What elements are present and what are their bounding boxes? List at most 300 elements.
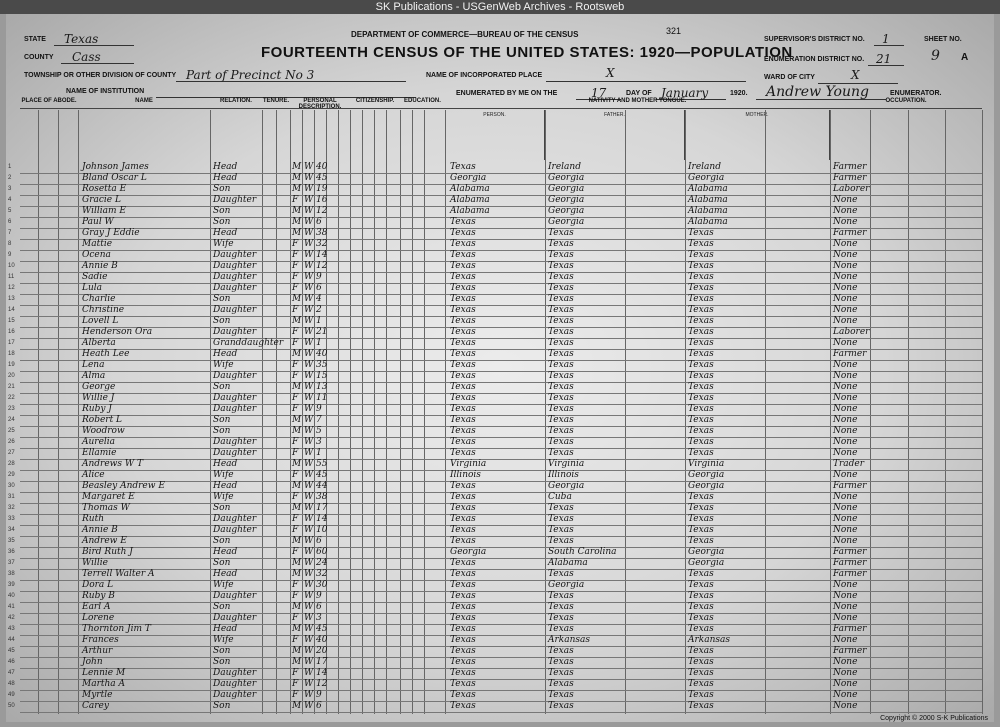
cell-race: W <box>304 448 314 458</box>
cell-name: Annie B <box>82 261 118 271</box>
cell-name: Alberta <box>82 338 116 348</box>
cell-occupation: None <box>833 470 858 480</box>
cell-father-birthplace: Texas <box>548 283 574 293</box>
cell-relation: Wife <box>213 635 234 645</box>
cell-occupation: Farmer <box>833 569 867 579</box>
cell-age: 9 <box>316 404 322 414</box>
cell-age: 38 <box>316 492 328 502</box>
cell-occupation: Farmer <box>833 624 867 634</box>
cell-name: Thomas W <box>82 503 130 513</box>
cell-birthplace: Georgia <box>450 173 487 183</box>
cell-mother-birthplace: Texas <box>688 525 714 535</box>
row-number: 50 <box>8 703 15 709</box>
cell-birthplace: Texas <box>450 162 476 172</box>
cell-occupation: None <box>833 525 858 535</box>
cell-age: 9 <box>316 591 322 601</box>
group-relation: RELATION. <box>210 98 262 109</box>
supervisor-value: 1 <box>882 32 890 46</box>
sheet-value: 9 <box>931 48 940 64</box>
cell-birthplace: Texas <box>450 635 476 645</box>
row-number: 26 <box>8 439 15 445</box>
cell-relation: Daughter <box>213 591 257 601</box>
cell-mother-birthplace: Texas <box>688 580 714 590</box>
cell-father-birthplace: Texas <box>548 261 574 271</box>
row-number: 19 <box>8 362 15 368</box>
row-number: 42 <box>8 615 15 621</box>
cell-occupation: None <box>833 679 858 689</box>
row-number: 44 <box>8 637 15 643</box>
cell-race: W <box>304 173 314 183</box>
cell-sex: F <box>292 448 299 458</box>
cell-father-birthplace: Texas <box>548 514 574 524</box>
cell-sex: F <box>292 580 299 590</box>
cell-sex: M <box>292 206 302 216</box>
cell-relation: Head <box>213 228 238 238</box>
cell-name: Lena <box>82 360 105 370</box>
cell-father-birthplace: Texas <box>548 426 574 436</box>
row-number: 15 <box>8 318 15 324</box>
cell-father-birthplace: Texas <box>548 668 574 678</box>
cell-name: Andrews W T <box>82 459 143 469</box>
cell-birthplace: Texas <box>450 404 476 414</box>
cell-mother-birthplace: Texas <box>688 624 714 634</box>
cell-father-birthplace: Texas <box>548 415 574 425</box>
cell-age: 5 <box>316 426 322 436</box>
row-number: 33 <box>8 516 15 522</box>
cell-sex: M <box>292 426 302 436</box>
cell-age: 12 <box>316 206 328 216</box>
cell-occupation: Farmer <box>833 162 867 172</box>
enumerator-label: ENUMERATOR. <box>890 90 942 97</box>
county-label: COUNTY <box>24 54 54 61</box>
cell-relation: Son <box>213 382 231 392</box>
row-number: 1 <box>8 164 12 170</box>
cell-age: 7 <box>316 415 322 425</box>
cell-sex: F <box>292 360 299 370</box>
cell-race: W <box>304 305 314 315</box>
cell-occupation: None <box>833 690 858 700</box>
enumerator-name: Andrew Young <box>766 84 869 100</box>
group-education: EDUCATION. <box>400 98 445 109</box>
cell-birthplace: Texas <box>450 382 476 392</box>
cell-race: W <box>304 591 314 601</box>
cell-age: 40 <box>316 349 328 359</box>
cell-birthplace: Texas <box>450 316 476 326</box>
cell-race: W <box>304 404 314 414</box>
cell-race: W <box>304 635 314 645</box>
cell-birthplace: Texas <box>450 228 476 238</box>
cell-sex: M <box>292 481 302 491</box>
cell-father-birthplace: Texas <box>548 272 574 282</box>
cell-name: Lovell L <box>82 316 119 326</box>
cell-age: 30 <box>316 580 328 590</box>
row-number: 35 <box>8 538 15 544</box>
enumerated-label: ENUMERATED BY ME ON THE <box>456 90 558 97</box>
cell-sex: F <box>292 492 299 502</box>
cell-race: W <box>304 272 314 282</box>
cell-race: W <box>304 184 314 194</box>
row-number: 7 <box>8 230 12 236</box>
day-of-label: DAY OF <box>626 90 652 97</box>
cell-occupation: None <box>833 250 858 260</box>
cell-age: 6 <box>316 602 322 612</box>
cell-father-birthplace: Texas <box>548 393 574 403</box>
cell-father-birthplace: Texas <box>548 404 574 414</box>
cell-race: W <box>304 217 314 227</box>
cell-occupation: None <box>833 503 858 513</box>
cell-mother-birthplace: Texas <box>688 327 714 337</box>
cell-age: 19 <box>316 184 328 194</box>
cell-occupation: None <box>833 404 858 414</box>
cell-birthplace: Texas <box>450 426 476 436</box>
cell-father-birthplace: Texas <box>548 569 574 579</box>
cell-sex: M <box>292 536 302 546</box>
cell-sex: F <box>292 690 299 700</box>
cell-occupation: None <box>833 239 858 249</box>
cell-mother-birthplace: Alabama <box>688 206 728 216</box>
cell-mother-birthplace: Georgia <box>688 470 725 480</box>
cell-age: 4 <box>316 294 322 304</box>
cell-name: Alice <box>82 470 105 480</box>
cell-father-birthplace: Georgia <box>548 173 585 183</box>
cell-sex: F <box>292 250 299 260</box>
cell-occupation: Farmer <box>833 228 867 238</box>
cell-father-birthplace: Texas <box>548 338 574 348</box>
state-label: STATE <box>24 36 46 43</box>
cell-birthplace: Virginia <box>450 459 487 469</box>
cell-birthplace: Texas <box>450 283 476 293</box>
cell-birthplace: Texas <box>450 239 476 249</box>
cell-age: 3 <box>316 437 322 447</box>
row-number: 6 <box>8 219 12 225</box>
cell-occupation: None <box>833 382 858 392</box>
cell-sex: F <box>292 591 299 601</box>
row-number: 46 <box>8 659 15 665</box>
cell-mother-birthplace: Texas <box>688 690 714 700</box>
cell-name: Willie J <box>82 393 115 403</box>
cell-birthplace: Texas <box>450 294 476 304</box>
cell-sex: F <box>292 679 299 689</box>
group-citizenship: CITIZENSHIP. <box>350 98 400 109</box>
cell-father-birthplace: Texas <box>548 690 574 700</box>
cell-sex: F <box>292 668 299 678</box>
ward-value: X <box>851 68 860 82</box>
subgroup-mother: MOTHER. <box>685 110 830 160</box>
cell-age: 9 <box>316 690 322 700</box>
row-number: 34 <box>8 527 15 533</box>
cell-mother-birthplace: Texas <box>688 305 714 315</box>
cell-birthplace: Texas <box>450 602 476 612</box>
cell-race: W <box>304 459 314 469</box>
cell-relation: Son <box>213 701 231 711</box>
row-number: 9 <box>8 252 12 258</box>
census-sheet <box>6 14 994 722</box>
cell-father-birthplace: South Carolina <box>548 547 617 557</box>
cell-occupation: None <box>833 657 858 667</box>
cell-father-birthplace: Texas <box>548 602 574 612</box>
cell-mother-birthplace: Virginia <box>688 459 725 469</box>
cell-race: W <box>304 349 314 359</box>
cell-age: 45 <box>316 470 328 480</box>
cell-birthplace: Texas <box>450 217 476 227</box>
cell-relation: Wife <box>213 360 234 370</box>
cell-mother-birthplace: Texas <box>688 294 714 304</box>
cell-name: Terrell Walter A <box>82 569 155 579</box>
cell-sex: F <box>292 635 299 645</box>
cell-name: Heath Lee <box>82 349 130 359</box>
cell-mother-birthplace: Texas <box>688 657 714 667</box>
row-number: 4 <box>8 197 12 203</box>
cell-occupation: Farmer <box>833 646 867 656</box>
cell-father-birthplace: Georgia <box>548 195 585 205</box>
cell-sex: M <box>292 294 302 304</box>
cell-race: W <box>304 327 314 337</box>
cell-sex: F <box>292 239 299 249</box>
row-number: 2 <box>8 175 12 181</box>
row-number: 25 <box>8 428 15 434</box>
cell-age: 3 <box>316 613 322 623</box>
cell-race: W <box>304 514 314 524</box>
cell-age: 20 <box>316 646 328 656</box>
row-number: 41 <box>8 604 15 610</box>
cell-birthplace: Texas <box>450 690 476 700</box>
cell-occupation: None <box>833 305 858 315</box>
cell-relation: Son <box>213 426 231 436</box>
group-occupation: OCCUPATION. <box>830 98 982 109</box>
cell-mother-birthplace: Texas <box>688 228 714 238</box>
cell-mother-birthplace: Texas <box>688 393 714 403</box>
cell-relation: Head <box>213 569 238 579</box>
cell-relation: Daughter <box>213 250 257 260</box>
cell-occupation: Trader <box>833 459 865 469</box>
row-number: 22 <box>8 395 15 401</box>
cell-occupation: None <box>833 195 858 205</box>
cell-birthplace: Texas <box>450 415 476 425</box>
cell-name: Earl A <box>82 602 111 612</box>
cell-race: W <box>304 536 314 546</box>
cell-sex: F <box>292 261 299 271</box>
row-number: 49 <box>8 692 15 698</box>
cell-birthplace: Texas <box>450 448 476 458</box>
group-place-of-abode: PLACE OF ABODE. <box>20 98 78 109</box>
row-number: 21 <box>8 384 15 390</box>
cell-father-birthplace: Georgia <box>548 184 585 194</box>
cell-father-birthplace: Texas <box>548 327 574 337</box>
group-personal: PERSONAL DESCRIPTION. <box>290 98 350 109</box>
cell-age: 2 <box>316 305 322 315</box>
cell-sex: M <box>292 415 302 425</box>
cell-mother-birthplace: Texas <box>688 448 714 458</box>
cell-age: 55 <box>316 459 328 469</box>
cell-father-birthplace: Texas <box>548 536 574 546</box>
row-number: 14 <box>8 307 15 313</box>
cell-name: Henderson Ora <box>82 327 153 337</box>
copyright-notice: Copyright © 2000 S-K Publications <box>880 715 988 722</box>
cell-mother-birthplace: Texas <box>688 503 714 513</box>
cell-relation: Son <box>213 536 231 546</box>
cell-relation: Son <box>213 657 231 667</box>
cell-age: 6 <box>316 283 322 293</box>
census-table <box>8 98 982 714</box>
cell-name: Thornton Jim T <box>82 624 151 634</box>
cell-father-birthplace: Texas <box>548 250 574 260</box>
township-label: TOWNSHIP OR OTHER DIVISION OF COUNTY <box>24 72 177 79</box>
cell-mother-birthplace: Texas <box>688 316 714 326</box>
cell-mother-birthplace: Texas <box>688 283 714 293</box>
cell-father-birthplace: Texas <box>548 503 574 513</box>
cell-sex: F <box>292 547 299 557</box>
cell-race: W <box>304 624 314 634</box>
cell-age: 6 <box>316 701 322 711</box>
cell-race: W <box>304 580 314 590</box>
row-number: 39 <box>8 582 15 588</box>
cell-name: Mattie <box>82 239 113 249</box>
cell-race: W <box>304 261 314 271</box>
cell-age: 35 <box>316 360 328 370</box>
cell-race: W <box>304 492 314 502</box>
cell-father-birthplace: Texas <box>548 360 574 370</box>
cell-age: 44 <box>316 481 328 491</box>
cell-relation: Son <box>213 558 231 568</box>
cell-age: 12 <box>316 679 328 689</box>
cell-relation: Son <box>213 503 231 513</box>
cell-relation: Daughter <box>213 195 257 205</box>
cell-father-birthplace: Illinois <box>548 470 579 480</box>
cell-age: 21 <box>316 327 328 337</box>
cell-sex: M <box>292 173 302 183</box>
cell-race: W <box>304 646 314 656</box>
cell-occupation: None <box>833 283 858 293</box>
cell-mother-birthplace: Texas <box>688 250 714 260</box>
cell-age: 17 <box>316 657 328 667</box>
cell-occupation: None <box>833 217 858 227</box>
cell-relation: Daughter <box>213 327 257 337</box>
cell-mother-birthplace: Georgia <box>688 558 725 568</box>
cell-birthplace: Texas <box>450 371 476 381</box>
cell-sex: F <box>292 327 299 337</box>
row-number: 45 <box>8 648 15 654</box>
incorporated-value: X <box>606 66 615 80</box>
cell-relation: Son <box>213 206 231 216</box>
cell-mother-birthplace: Texas <box>688 679 714 689</box>
cell-sex: F <box>292 283 299 293</box>
cell-occupation: None <box>833 580 858 590</box>
cell-birthplace: Texas <box>450 437 476 447</box>
sheet-side: A <box>961 52 969 63</box>
cell-relation: Daughter <box>213 690 257 700</box>
cell-occupation: None <box>833 393 858 403</box>
cell-birthplace: Texas <box>450 250 476 260</box>
cell-mother-birthplace: Texas <box>688 349 714 359</box>
cell-age: 14 <box>316 250 328 260</box>
cell-relation: Daughter <box>213 448 257 458</box>
row-rule <box>20 712 982 713</box>
cell-race: W <box>304 679 314 689</box>
cell-relation: Son <box>213 184 231 194</box>
cell-birthplace: Texas <box>450 591 476 601</box>
county-value: Cass <box>72 50 101 64</box>
cell-occupation: None <box>833 415 858 425</box>
cell-mother-birthplace: Texas <box>688 591 714 601</box>
row-number: 32 <box>8 505 15 511</box>
cell-name: Gray J Eddie <box>82 228 140 238</box>
cell-relation: Son <box>213 646 231 656</box>
cell-birthplace: Alabama <box>450 206 490 216</box>
cell-father-birthplace: Texas <box>548 701 574 711</box>
cell-name: Beasley Andrew E <box>82 481 165 491</box>
cell-father-birthplace: Texas <box>548 525 574 535</box>
row-number: 43 <box>8 626 15 632</box>
year-label: 1920. <box>730 90 748 97</box>
group-name: NAME <box>78 98 210 109</box>
cell-father-birthplace: Virginia <box>548 459 585 469</box>
cell-occupation: None <box>833 668 858 678</box>
cell-birthplace: Texas <box>450 261 476 271</box>
enum-day: 17 <box>591 86 607 100</box>
cell-father-birthplace: Texas <box>548 371 574 381</box>
cell-age: 1 <box>316 338 322 348</box>
cell-sex: M <box>292 646 302 656</box>
cell-age: 14 <box>316 668 328 678</box>
cell-name: Margaret E <box>82 492 135 502</box>
cell-sex: F <box>292 514 299 524</box>
viewer-title: SK Publications - USGenWeb Archives - Rootsweb <box>0 0 1000 14</box>
cell-name: Ruby B <box>82 591 115 601</box>
cell-sex: M <box>292 701 302 711</box>
cell-mother-birthplace: Alabama <box>688 217 728 227</box>
subgroup-person: PERSON. <box>445 110 545 160</box>
row-number: 38 <box>8 571 15 577</box>
cell-age: 10 <box>316 525 328 535</box>
row-number: 20 <box>8 373 15 379</box>
subgroup-father: FATHER. <box>545 110 685 160</box>
cell-sex: M <box>292 382 302 392</box>
cell-race: W <box>304 195 314 205</box>
cell-father-birthplace: Georgia <box>548 217 585 227</box>
cell-father-birthplace: Texas <box>548 305 574 315</box>
cell-name: Andrew E <box>82 536 127 546</box>
cell-sex: M <box>292 228 302 238</box>
cell-name: Sadie <box>82 272 108 282</box>
cell-race: W <box>304 613 314 623</box>
cell-mother-birthplace: Texas <box>688 371 714 381</box>
cell-occupation: None <box>833 492 858 502</box>
cell-relation: Daughter <box>213 514 257 524</box>
cell-occupation: Laborer <box>833 184 870 194</box>
township-value: Part of Precinct No 3 <box>186 68 315 82</box>
cell-birthplace: Texas <box>450 558 476 568</box>
cell-name: Robert L <box>82 415 123 425</box>
cell-occupation: Farmer <box>833 173 867 183</box>
cell-occupation: None <box>833 437 858 447</box>
cell-birthplace: Texas <box>450 492 476 502</box>
cell-occupation: Farmer <box>833 558 867 568</box>
cell-mother-birthplace: Texas <box>688 239 714 249</box>
cell-occupation: Laborer <box>833 327 870 337</box>
cell-father-birthplace: Texas <box>548 448 574 458</box>
cell-name: Frances <box>82 635 119 645</box>
cell-age: 17 <box>316 503 328 513</box>
cell-birthplace: Texas <box>450 613 476 623</box>
cell-relation: Head <box>213 624 238 634</box>
cell-mother-birthplace: Georgia <box>688 547 725 557</box>
cell-father-birthplace: Texas <box>548 349 574 359</box>
cell-mother-birthplace: Texas <box>688 569 714 579</box>
cell-mother-birthplace: Texas <box>688 514 714 524</box>
cell-occupation: None <box>833 635 858 645</box>
cell-age: 60 <box>316 547 328 557</box>
row-number: 11 <box>8 274 15 280</box>
